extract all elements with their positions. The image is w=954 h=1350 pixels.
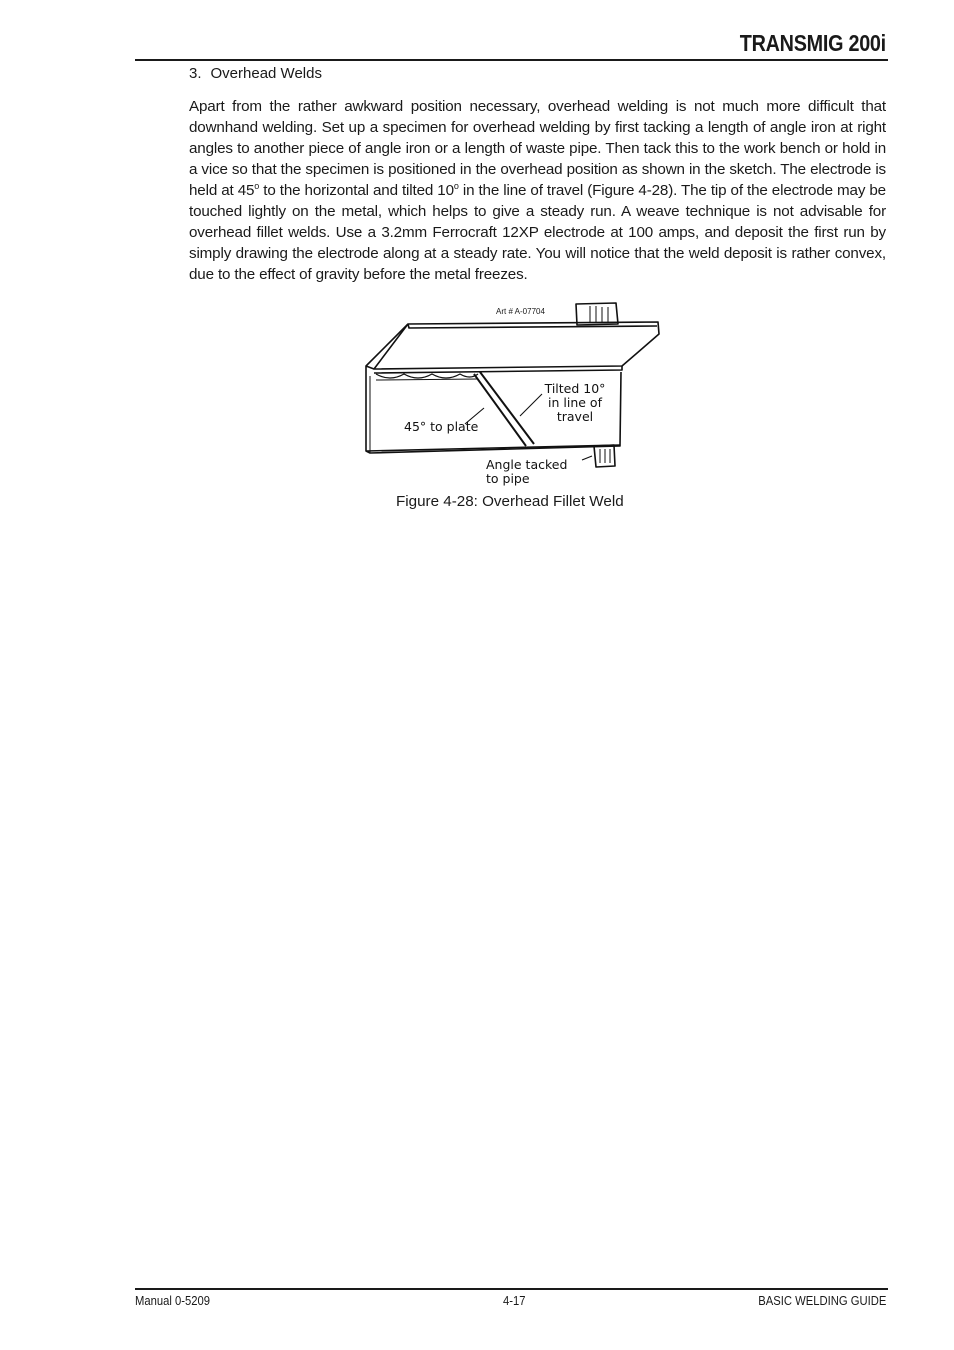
footer-section-name: BASIC WELDING GUIDE — [757, 1294, 886, 1308]
footer-rule — [135, 1288, 888, 1290]
footer-page-number: 4-17 — [503, 1294, 526, 1308]
degree-superscript-2: o — [453, 181, 459, 191]
label-tilted — [540, 382, 610, 424]
label-tilted-line-2: in line of — [548, 395, 602, 410]
document-title: TRANSMIG 200i — [739, 30, 886, 56]
body-text-part-2: to the horizontal and tilted 10 — [259, 182, 454, 199]
section-number: 3. — [189, 65, 202, 82]
degree-superscript-1: o — [254, 181, 260, 191]
footer-manual-number: Manual 0-5209 — [135, 1294, 211, 1308]
body-text-part-3: in the line of travel (Figure 4-28). The tip of the electrode may be touched lightly on the metal, which helps to give a steady run. A weave technique is not advisable for overhead fillet welds. Use a 3.2mm Ferrocraft 12XP electrode at 100 amps, and deposit the first run by simply drawing the electrode along at a steady rate. You will notice that the weld deposit is rather convex, due to the effect of gravity before the metal freezes. — [189, 182, 886, 283]
top-plate-outline — [374, 322, 659, 369]
label-angle-tacked — [486, 458, 567, 486]
body-text-part-1: Apart from the rather awkward position necessary, overhead welding is not much more difficult that downhand welding. Set up a specimen for overhead welding by first tacking a length of angle iron at right angles to another piece of angle iron or a length of waste pipe. Then tack this to the work bench or hold in a vice so that the specimen is positioned in the overhead position as shown in the sketch. The electrode is held at 45 — [189, 98, 886, 199]
section-title: Overhead Welds — [210, 65, 322, 82]
art-number: Art # A-07704 — [496, 307, 545, 316]
label-angle-line-1: Angle tacked — [486, 457, 568, 472]
label-angle-line-2: to pipe — [486, 471, 530, 486]
label-tilted-line-3: travel — [556, 409, 594, 424]
section-heading — [189, 65, 322, 82]
top-plate-thickness — [408, 324, 657, 328]
header-rule — [135, 59, 888, 61]
label-45-to-plate: 45° to plate — [404, 419, 479, 434]
body-paragraph — [189, 96, 886, 285]
figure-caption: Figure 4-28: Overhead Fillet Weld — [396, 493, 624, 510]
label-tilted-line-1: Tilted 10° — [544, 381, 606, 396]
weld-bead — [376, 374, 478, 378]
